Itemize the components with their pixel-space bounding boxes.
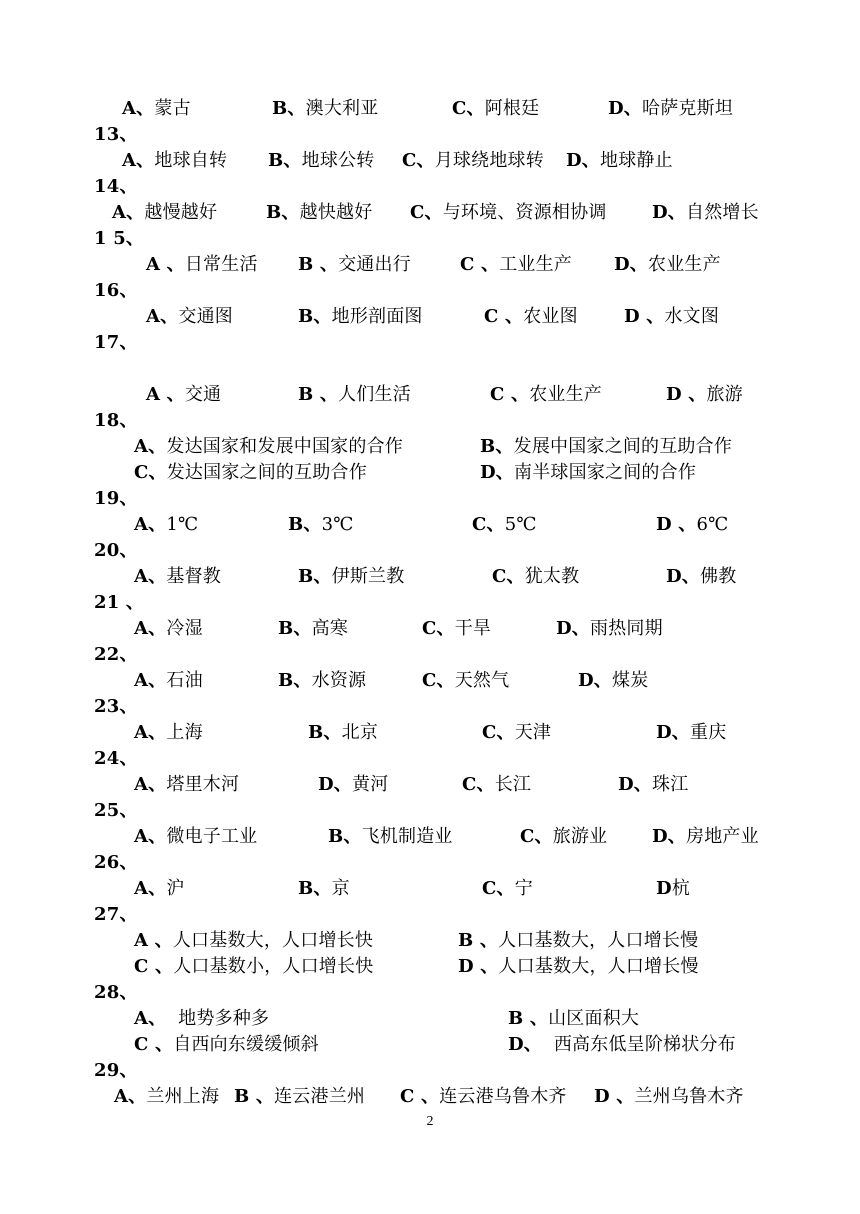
- option-text: 杭: [671, 878, 691, 899]
- answer-option: [410, 200, 607, 226]
- option-text: 宁: [514, 878, 533, 899]
- answer-option: [122, 148, 227, 174]
- option-text: 干旱: [454, 618, 492, 639]
- answer-option: [134, 460, 367, 486]
- option-text: 塔里木河: [166, 774, 240, 795]
- option-text: 交通图: [178, 306, 233, 327]
- option-text: 农业图: [523, 306, 578, 327]
- option-text: 5℃: [504, 514, 537, 535]
- options-line: [0, 1084, 860, 1110]
- answer-option: [458, 928, 698, 954]
- option-key: D、: [652, 202, 687, 223]
- answer-option: [656, 720, 726, 746]
- option-text: 人口基数小，人口增长快: [173, 956, 374, 977]
- question-text: 1 5、: [94, 228, 145, 249]
- question-text: 22、: [94, 644, 138, 665]
- option-text: 发达国家和发展中国家的合作: [166, 436, 403, 457]
- answer-option: [490, 382, 602, 408]
- options-line: [0, 928, 860, 954]
- option-text: 人口基数大，人口增长快: [172, 930, 374, 951]
- option-key: D、: [666, 566, 701, 587]
- option-text: 沪: [166, 878, 185, 899]
- answer-option: [594, 1084, 744, 1110]
- option-key: A、: [146, 306, 179, 327]
- option-key: C、: [402, 150, 435, 171]
- option-key: B、: [272, 98, 306, 119]
- question-line: [0, 486, 860, 512]
- option-text: 人口基数大，人口增长慢: [498, 930, 699, 951]
- option-key: C 、: [400, 1086, 440, 1107]
- question-line: [0, 980, 860, 1006]
- question-line: [0, 278, 860, 304]
- option-key: C、: [452, 98, 485, 119]
- answer-option: [422, 668, 509, 694]
- option-text: 1℃: [166, 514, 199, 535]
- options-line: [0, 616, 860, 642]
- option-key: A、: [114, 1086, 147, 1107]
- answer-option: [402, 148, 544, 174]
- answer-option: [482, 876, 533, 902]
- option-key: A、: [134, 826, 167, 847]
- question-text: 19、: [94, 488, 138, 509]
- answer-option: [266, 200, 372, 226]
- option-text: 越快越好: [299, 202, 373, 223]
- option-key: C、: [410, 202, 443, 223]
- question-line: [0, 694, 860, 720]
- answer-option: [134, 616, 203, 642]
- option-key: D、: [318, 774, 353, 795]
- answer-option: [566, 148, 673, 174]
- option-key: D、: [566, 150, 601, 171]
- options-line: [0, 954, 860, 980]
- question-line: [0, 1058, 860, 1084]
- option-text: 6℃: [696, 514, 729, 535]
- option-key: C 、: [134, 956, 174, 977]
- question-line: [0, 408, 860, 434]
- option-text: 哈萨克斯坦: [642, 98, 734, 119]
- option-key: C 、: [490, 384, 530, 405]
- option-text: 房地产业: [686, 826, 759, 847]
- option-key: D 、: [458, 956, 499, 977]
- options-line: [0, 772, 860, 798]
- options-line: [0, 1032, 860, 1058]
- answer-option: [278, 668, 366, 694]
- option-key: A、: [134, 618, 167, 639]
- option-text: 日常生活: [184, 254, 258, 275]
- question-line: [0, 174, 860, 200]
- option-key: D、: [556, 618, 591, 639]
- option-text: 北京: [341, 722, 379, 743]
- answer-option: [288, 512, 354, 538]
- option-text: 长江: [494, 774, 532, 795]
- option-text: 连云港兰州: [274, 1086, 366, 1107]
- answer-option: [134, 512, 198, 538]
- option-text: 旅游: [706, 384, 743, 405]
- option-text: 水资源: [311, 670, 367, 691]
- option-key: A、: [122, 98, 155, 119]
- option-text: 煤炭: [612, 670, 649, 691]
- option-text: 与环境、资源相协调: [442, 202, 607, 223]
- options-line: [0, 1006, 860, 1032]
- options-line: [0, 720, 860, 746]
- option-key: A、: [134, 436, 167, 457]
- options-line: [0, 96, 860, 122]
- answer-option: [134, 1032, 319, 1058]
- option-text: 佛教: [700, 566, 737, 587]
- answer-option: [114, 1084, 219, 1110]
- question-line: [0, 902, 860, 928]
- answer-option: [146, 382, 221, 408]
- option-text: 农业生产: [529, 384, 603, 405]
- option-key: D 、: [624, 306, 665, 327]
- option-key: D 、: [656, 514, 697, 535]
- question-text: 13、: [94, 124, 138, 145]
- question-text: 17、: [94, 332, 138, 353]
- option-key: B、: [298, 566, 332, 587]
- option-key: A、: [134, 1008, 167, 1029]
- question-text: 26、: [94, 852, 138, 873]
- option-key: D、: [618, 774, 653, 795]
- answer-option: [508, 1006, 639, 1032]
- question-text: 24、: [94, 748, 138, 769]
- option-key: A、: [112, 202, 145, 223]
- answer-option: [472, 512, 537, 538]
- option-text: 重庆: [690, 722, 727, 743]
- option-text: 地势多种多: [166, 1008, 270, 1029]
- question-line: [0, 122, 860, 148]
- answer-option: [112, 200, 217, 226]
- answer-option: [556, 616, 663, 642]
- answer-option: [298, 304, 423, 330]
- option-key: A 、: [146, 384, 185, 405]
- options-line: [0, 200, 860, 226]
- answer-option: [666, 382, 743, 408]
- question-text: 14、: [94, 176, 138, 197]
- option-key: B、: [298, 306, 332, 327]
- answer-option: [652, 200, 759, 226]
- option-key: B 、: [234, 1086, 275, 1107]
- answer-option: [134, 876, 185, 902]
- answer-option: [134, 954, 373, 980]
- option-key: D、: [578, 670, 613, 691]
- option-key: C、: [134, 462, 167, 483]
- answer-option: [480, 460, 696, 486]
- option-key: C、: [482, 722, 515, 743]
- option-key: C 、: [484, 306, 524, 327]
- question-line: [0, 226, 860, 252]
- answer-option: [146, 304, 233, 330]
- option-key: C、: [520, 826, 553, 847]
- option-text: 水文图: [664, 306, 720, 327]
- options-line: [0, 382, 860, 408]
- answer-option: [134, 772, 239, 798]
- answer-option: [134, 564, 221, 590]
- question-text: 18、: [94, 410, 138, 431]
- answer-option: [508, 1032, 736, 1058]
- question-line: [0, 356, 860, 382]
- question-text: 23、: [94, 696, 138, 717]
- question-line: [0, 850, 860, 876]
- option-text: 发展中国家之间的互助合作: [513, 436, 733, 457]
- option-text: 地球静止: [600, 150, 673, 171]
- option-key: D、: [656, 722, 691, 743]
- option-key: A、: [122, 150, 155, 171]
- question-line: [0, 798, 860, 824]
- option-key: B 、: [508, 1008, 549, 1029]
- option-key: B、: [298, 878, 332, 899]
- answer-option: [624, 304, 719, 330]
- options-line: [0, 564, 860, 590]
- option-key: C 、: [460, 254, 500, 275]
- option-text: 上海: [166, 722, 203, 743]
- option-key: A、: [134, 566, 167, 587]
- option-key: A、: [134, 514, 167, 535]
- option-text: 人口基数大，人口增长慢: [498, 956, 699, 977]
- option-text: 澳大利亚: [305, 98, 379, 119]
- option-key: D、: [608, 98, 643, 119]
- option-text: 冷湿: [166, 618, 203, 639]
- option-text: 月球绕地球转: [434, 150, 544, 171]
- option-text: 3℃: [321, 514, 354, 535]
- question-text: 25、: [94, 800, 138, 821]
- options-line: [0, 148, 860, 174]
- answer-option: [614, 252, 721, 278]
- answer-option: [666, 564, 736, 590]
- option-key: D: [656, 878, 672, 899]
- options-line: [0, 252, 860, 278]
- answer-option: [298, 876, 350, 902]
- option-text: 兰州上海: [146, 1086, 220, 1107]
- answer-option: [134, 434, 403, 460]
- answer-option: [122, 96, 191, 122]
- option-text: 地球公转: [301, 150, 375, 171]
- answer-option: [400, 1084, 567, 1110]
- question-text: 20、: [94, 540, 138, 561]
- option-key: B 、: [298, 384, 339, 405]
- option-text: 珠江: [652, 774, 689, 795]
- answer-option: [298, 252, 411, 278]
- answer-option: [328, 824, 453, 850]
- answer-option: [656, 876, 690, 902]
- option-key: B、: [278, 670, 312, 691]
- option-text: 南半球国家之间的合作: [514, 462, 697, 483]
- answer-option: [308, 720, 378, 746]
- option-text: 交通: [184, 384, 222, 405]
- options-line: [0, 876, 860, 902]
- option-key: A、: [134, 722, 167, 743]
- option-key: B、: [266, 202, 300, 223]
- answer-option: [134, 928, 373, 954]
- question-text: 28、: [94, 982, 138, 1003]
- option-text: 飞机制造业: [361, 826, 453, 847]
- option-text: 农业生产: [648, 254, 721, 275]
- answer-option: [462, 772, 531, 798]
- answer-option: [134, 720, 203, 746]
- option-key: B、: [308, 722, 342, 743]
- option-key: A 、: [134, 930, 173, 951]
- options-line: [0, 434, 860, 460]
- question-text: 27、: [94, 904, 138, 925]
- option-key: D 、: [594, 1086, 635, 1107]
- options-line: [0, 668, 860, 694]
- options-line: [0, 512, 860, 538]
- answer-option: [618, 772, 688, 798]
- option-key: D 、: [666, 384, 707, 405]
- option-key: A、: [134, 878, 167, 899]
- question-line: [0, 538, 860, 564]
- option-key: C、: [422, 670, 455, 691]
- option-text: 石油: [166, 670, 203, 691]
- option-key: A、: [134, 774, 167, 795]
- option-key: C、: [472, 514, 505, 535]
- answer-option: [492, 564, 579, 590]
- answer-option: [578, 668, 648, 694]
- option-key: D、: [652, 826, 687, 847]
- option-key: D、: [508, 1034, 543, 1055]
- option-text: 越慢越好: [144, 202, 218, 223]
- question-line: [0, 746, 860, 772]
- answer-option: [482, 720, 551, 746]
- option-text: 发达国家之间的互助合作: [166, 462, 367, 483]
- option-key: B 、: [458, 930, 499, 951]
- answer-option: [268, 148, 374, 174]
- option-text: 山区面积大: [548, 1008, 640, 1029]
- answer-option: [134, 824, 257, 850]
- option-key: B、: [288, 514, 322, 535]
- option-text: 自西向东缓缓倾斜: [173, 1034, 319, 1055]
- answer-option: [234, 1084, 365, 1110]
- option-text: 连云港乌鲁木齐: [439, 1086, 567, 1107]
- option-text: 天津: [514, 722, 552, 743]
- option-text: 自然增长: [686, 202, 759, 223]
- option-key: D、: [614, 254, 649, 275]
- option-text: 微电子工业: [166, 826, 258, 847]
- answer-option: [460, 252, 572, 278]
- answer-option: [520, 824, 607, 850]
- option-text: 兰州乌鲁木齐: [634, 1086, 744, 1107]
- options-line: [0, 824, 860, 850]
- option-key: A、: [134, 670, 167, 691]
- option-key: C、: [482, 878, 515, 899]
- option-key: C 、: [134, 1034, 174, 1055]
- answer-option: [422, 616, 491, 642]
- option-text: 天然气: [454, 670, 510, 691]
- option-key: D、: [480, 462, 515, 483]
- option-key: B、: [328, 826, 362, 847]
- question-text: 16、: [94, 280, 138, 301]
- answer-option: [298, 564, 404, 590]
- option-text: 地球自转: [154, 150, 228, 171]
- option-key: B 、: [298, 254, 339, 275]
- option-text: 交通出行: [338, 254, 411, 275]
- option-text: 阿根廷: [484, 98, 540, 119]
- options-line: [0, 460, 860, 486]
- answer-option: [272, 96, 378, 122]
- option-text: 蒙古: [154, 98, 191, 119]
- option-key: B、: [480, 436, 514, 457]
- answer-option: [484, 304, 578, 330]
- option-text: 西高东低呈阶梯状分布: [542, 1034, 736, 1055]
- answer-option: [146, 252, 258, 278]
- answer-option: [452, 96, 539, 122]
- answer-option: [608, 96, 733, 122]
- option-text: 黄河: [352, 774, 389, 795]
- option-text: 基督教: [166, 566, 221, 587]
- question-text: 29、: [94, 1060, 138, 1081]
- answer-option: [652, 824, 759, 850]
- option-text: 高寒: [311, 618, 349, 639]
- question-line: [0, 642, 860, 668]
- option-text: 京: [331, 878, 350, 899]
- question-text: 21 、: [94, 592, 145, 613]
- answer-option: [458, 954, 699, 980]
- answer-option: [656, 512, 728, 538]
- option-text: 雨热同期: [590, 618, 663, 639]
- question-line: [0, 330, 860, 356]
- option-key: A 、: [146, 254, 185, 275]
- option-key: C、: [422, 618, 455, 639]
- option-key: C、: [492, 566, 525, 587]
- answer-option: [480, 434, 732, 460]
- answer-option: [318, 772, 388, 798]
- answer-option: [278, 616, 348, 642]
- option-text: 人们生活: [338, 384, 411, 405]
- answer-option: [298, 382, 411, 408]
- option-text: 犹太教: [524, 566, 580, 587]
- option-text: 地形剖面图: [331, 306, 423, 327]
- answer-option: [134, 1006, 269, 1032]
- answer-option: [134, 668, 203, 694]
- option-key: C、: [462, 774, 495, 795]
- option-text: 工业生产: [499, 254, 573, 275]
- option-text: 伊斯兰教: [331, 566, 405, 587]
- options-line: [0, 304, 860, 330]
- option-text: 旅游业: [552, 826, 608, 847]
- question-line: [0, 590, 860, 616]
- page-number: 2: [426, 1114, 434, 1129]
- option-key: B、: [268, 150, 302, 171]
- option-key: B、: [278, 618, 312, 639]
